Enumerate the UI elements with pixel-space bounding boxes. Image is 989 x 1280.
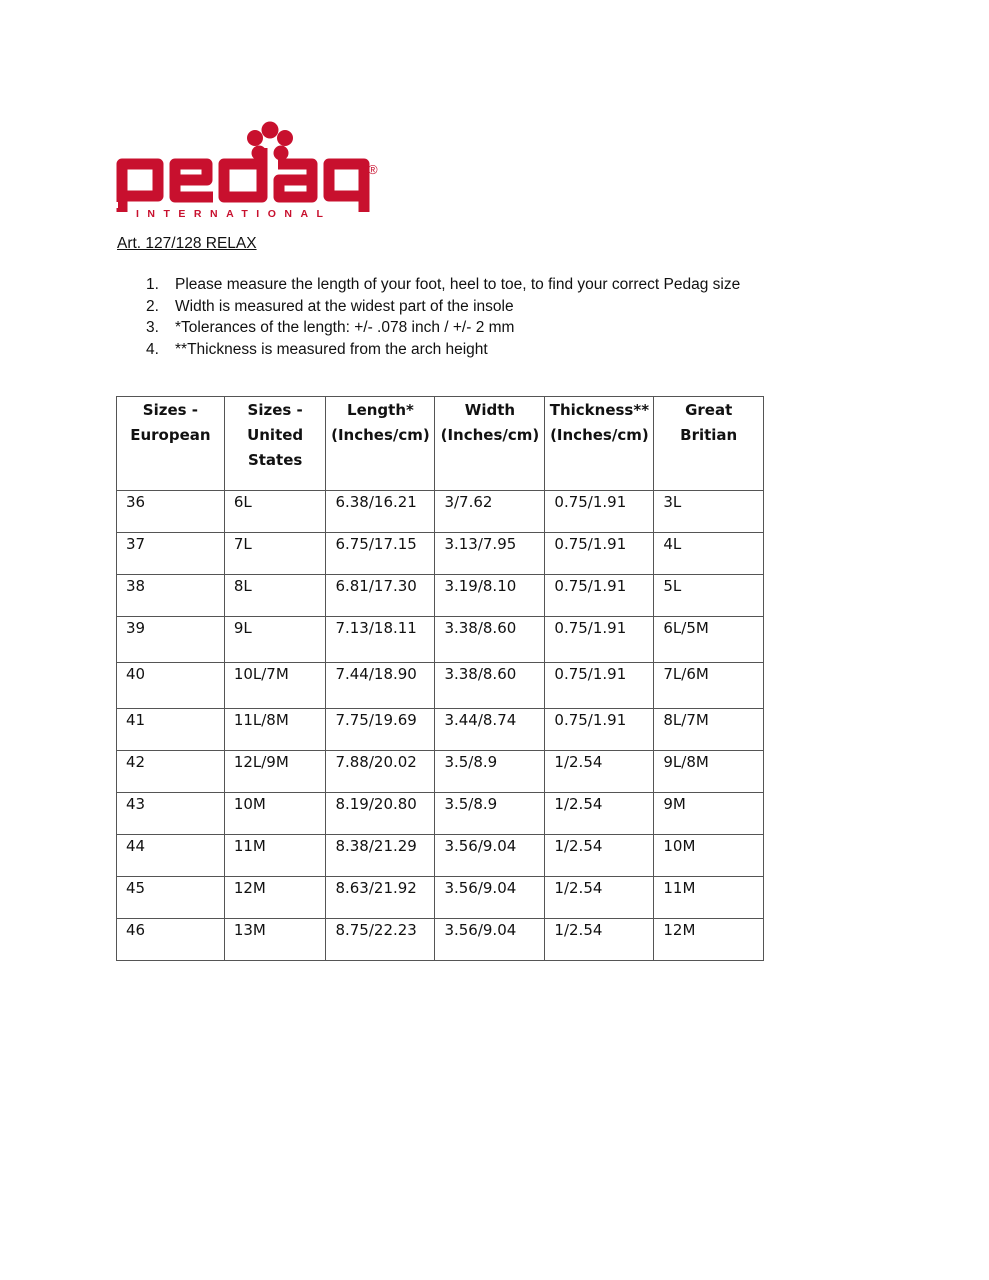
table-cell: 9L/8M <box>654 751 764 793</box>
table-cell: 8L <box>224 575 326 617</box>
header-line: (Inches/cm) <box>440 426 540 444</box>
table-cell: 6L/5M <box>654 617 764 663</box>
table-cell: 3.38/8.60 <box>435 663 545 709</box>
table-row <box>117 919 764 961</box>
table-header-row <box>117 397 764 491</box>
table-row <box>117 751 764 793</box>
table-cell: 39 <box>117 617 225 663</box>
header-line: Britian <box>680 426 738 444</box>
header-line: Length* <box>347 401 414 419</box>
size-table <box>116 396 764 961</box>
table-cell: 9L <box>224 617 326 663</box>
table-cell: 8.38/21.29 <box>326 835 435 877</box>
table-cell: 3.56/9.04 <box>435 877 545 919</box>
flower-icon <box>247 122 293 161</box>
header-line: United <box>247 426 304 444</box>
table-cell: 7L <box>224 533 326 575</box>
table-row <box>117 575 764 617</box>
table-cell: 6.75/17.15 <box>326 533 435 575</box>
table-cell: 4L <box>654 533 764 575</box>
table-cell: 38 <box>117 575 225 617</box>
table-cell: 12L/9M <box>224 751 326 793</box>
table-cell: 7.44/18.90 <box>326 663 435 709</box>
header-line: Thickness** <box>549 401 650 419</box>
table-cell: 1/2.54 <box>545 835 654 877</box>
table-row <box>117 663 764 709</box>
table-cell: 3.38/8.60 <box>435 617 545 663</box>
table-row <box>117 533 764 575</box>
table-cell: 3L <box>654 491 764 533</box>
table-cell: 7.88/20.02 <box>326 751 435 793</box>
table-cell: 8.19/20.80 <box>326 793 435 835</box>
table-cell: 42 <box>117 751 225 793</box>
table-cell: 10M <box>654 835 764 877</box>
table-cell: 9M <box>654 793 764 835</box>
table-cell: 3.56/9.04 <box>435 919 545 961</box>
table-cell: 11L/8M <box>224 709 326 751</box>
table-cell: 13M <box>224 919 326 961</box>
table-row <box>117 617 764 663</box>
header-great-britain <box>654 397 764 491</box>
table-cell: 10M <box>224 793 326 835</box>
table-cell: 37 <box>117 533 225 575</box>
header-line: (Inches/cm) <box>550 426 649 444</box>
logo-subtitle: INTERNATIONAL <box>136 208 332 220</box>
table-cell: 6.81/17.30 <box>326 575 435 617</box>
table-row <box>117 709 764 751</box>
table-cell: 7.13/18.11 <box>326 617 435 663</box>
registered-mark: ® <box>368 162 378 177</box>
header-line: (Inches/cm) <box>331 426 430 444</box>
table-cell: 3/7.62 <box>435 491 545 533</box>
table-cell: 41 <box>117 709 225 751</box>
pedag-logo <box>112 116 387 222</box>
table-cell: 8.63/21.92 <box>326 877 435 919</box>
table-row <box>117 793 764 835</box>
table-cell: 6L <box>224 491 326 533</box>
table-cell: 3.19/8.10 <box>435 575 545 617</box>
table-cell: 0.75/1.91 <box>545 575 654 617</box>
table-cell: 0.75/1.91 <box>545 491 654 533</box>
table-cell: 45 <box>117 877 225 919</box>
header-width <box>435 397 545 491</box>
table-cell: 1/2.54 <box>545 793 654 835</box>
header-line: Great <box>685 401 733 419</box>
table-cell: 1/2.54 <box>545 877 654 919</box>
table-cell: 1/2.54 <box>545 751 654 793</box>
table-cell: 43 <box>117 793 225 835</box>
table-cell: 6.38/16.21 <box>326 491 435 533</box>
table-cell: 8L/7M <box>654 709 764 751</box>
table-cell: 0.75/1.91 <box>545 663 654 709</box>
table-cell: 10L/7M <box>224 663 326 709</box>
table-cell: 36 <box>117 491 225 533</box>
table-cell: 46 <box>117 919 225 961</box>
table-cell: 3.5/8.9 <box>435 793 545 835</box>
header-line: States <box>247 451 303 469</box>
wordmark <box>122 148 364 212</box>
table-cell: 3.5/8.9 <box>435 751 545 793</box>
table-body <box>117 491 764 961</box>
header-line: Sizes - <box>247 401 303 419</box>
table-cell: 12M <box>654 919 764 961</box>
list-item: 3. *Tolerances of the length: +/- .078 inch / +/- 2 mm <box>146 319 515 336</box>
table-cell: 0.75/1.91 <box>545 617 654 663</box>
table-cell: 12M <box>224 877 326 919</box>
table-cell: 7L/6M <box>654 663 764 709</box>
table-cell: 3.44/8.74 <box>435 709 545 751</box>
table-cell: 44 <box>117 835 225 877</box>
list-item: 4. **Thickness is measured from the arch height <box>146 340 488 358</box>
instructions-list <box>117 274 740 360</box>
table-cell: 8.75/22.23 <box>326 919 435 961</box>
header-sizes-us <box>224 397 326 491</box>
header-sizes-european <box>117 397 225 491</box>
header-line: European <box>130 426 211 444</box>
article-title: Art. 127/128 RELAX <box>117 235 257 252</box>
table-cell: 1/2.54 <box>545 919 654 961</box>
table-cell: 0.75/1.91 <box>545 533 654 575</box>
table-cell: 11M <box>224 835 326 877</box>
header-line: Sizes - <box>142 401 199 419</box>
table-cell: 3.56/9.04 <box>435 835 545 877</box>
list-item: 2. Width is measured at the widest part of the insole <box>146 297 514 315</box>
table-cell: 7.75/19.69 <box>326 709 435 751</box>
table-row <box>117 491 764 533</box>
table-cell: 40 <box>117 663 225 709</box>
table-cell: 3.13/7.95 <box>435 533 545 575</box>
table-row <box>117 835 764 877</box>
header-length <box>326 397 435 491</box>
header-line: Width <box>464 401 516 419</box>
table-row <box>117 877 764 919</box>
list-item: 1. Please measure the length of your foot, heel to toe, to find your correct Pedag size <box>146 276 741 293</box>
table-cell: 11M <box>654 877 764 919</box>
table-cell: 5L <box>654 575 764 617</box>
header-thickness <box>545 397 654 491</box>
table-cell: 0.75/1.91 <box>545 709 654 751</box>
